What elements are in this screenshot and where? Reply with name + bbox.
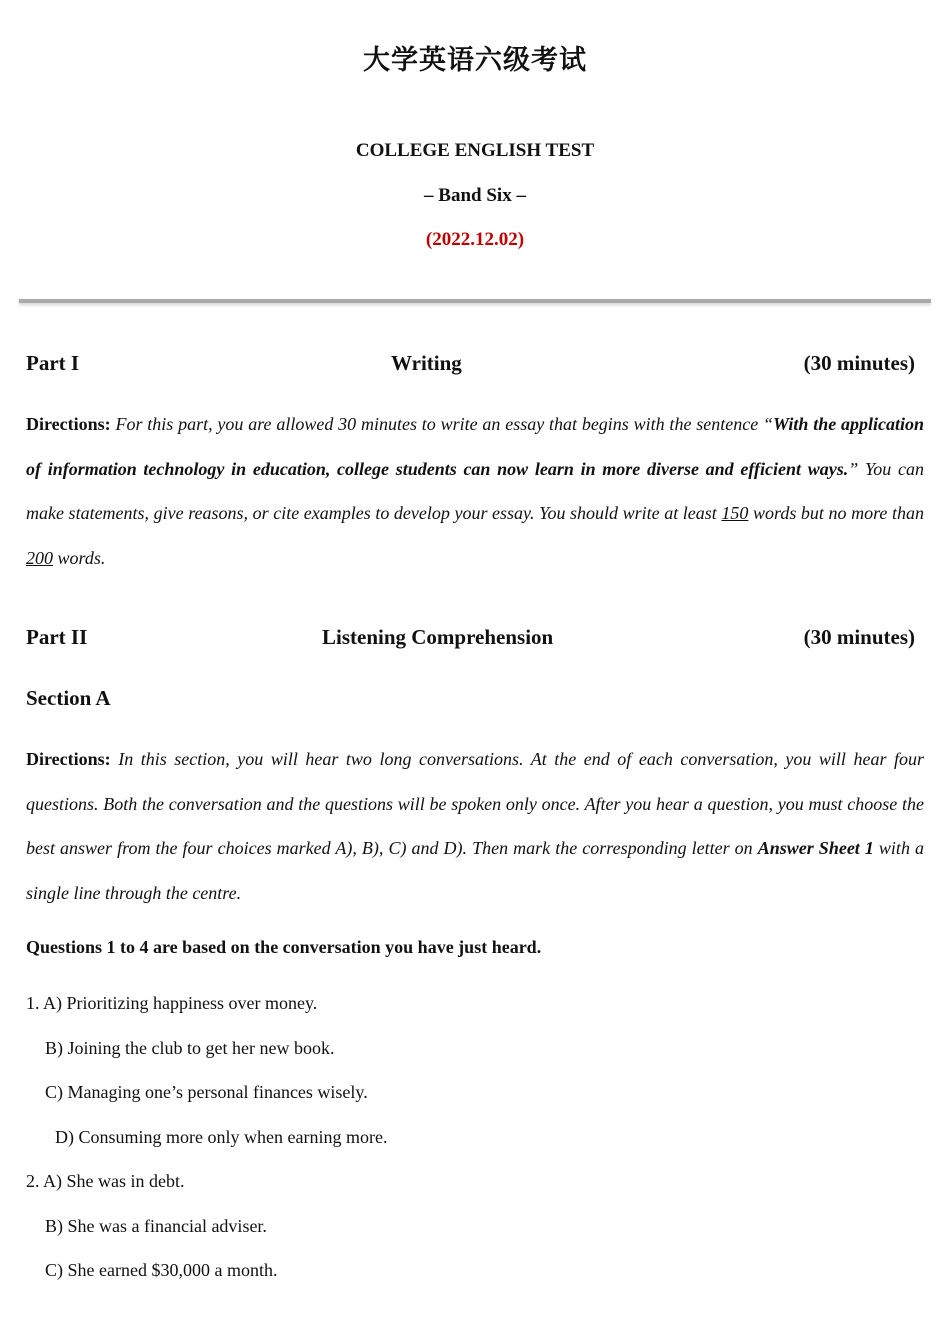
question-1-option-d: D) Consuming more only when earning more. — [55, 1127, 388, 1147]
part2-name: Listening Comprehension — [322, 625, 554, 649]
part2-heading — [26, 625, 915, 655]
part1-name: Writing — [391, 351, 462, 375]
question-1-option-b: B) Joining the club to get her new book. — [45, 1038, 335, 1058]
part1-time: (30 minutes) — [803, 351, 915, 375]
directions-text: In this section, you will hear two long conversations. At the end of each conversation, you will hear four questions. Both the conversation and the questions will be spoken only once. After you hear a question, you must choose the best answer from the four choices marked A), B), C) and D). Then mark the corresponding letter on — [26, 749, 925, 859]
question-2-option-b: B) She was a financial adviser. — [45, 1216, 267, 1236]
part2-label: Part II — [26, 625, 88, 649]
directions-text: For this part, you are allowed 30 minutes to write an essay that begins with the sentence “ — [115, 414, 774, 434]
directions-text: with a single line through the centre. — [26, 838, 924, 904]
question-1-option-c: C) Managing one’s personal finances wisely. — [45, 1082, 368, 1102]
min-words: 150 — [721, 503, 749, 524]
directions-text: words. — [53, 548, 106, 569]
directions-label: Directions: — [26, 414, 111, 434]
page-title-chinese: 大学英语六级考试 — [363, 45, 587, 76]
answer-sheet-ref: Answer Sheet 1 — [757, 838, 874, 859]
part1-directions — [26, 402, 924, 581]
directions-label: Directions: — [26, 749, 111, 769]
header-divider — [19, 299, 931, 303]
question-2-option-a: 2. A) She was in debt. — [26, 1171, 185, 1191]
part1-label: Part I — [26, 351, 80, 375]
test-name: COLLEGE ENGLISH TEST — [355, 140, 595, 161]
essay-prompt: With the application of information technology in education, college students can now learn in more diverse and efficient ways. — [26, 414, 925, 479]
part2-time: (30 minutes) — [803, 625, 915, 649]
section-heading: Section A — [26, 686, 111, 710]
max-words: 200 — [26, 548, 53, 569]
part2-directions — [26, 737, 924, 916]
question-2-option-c: C) She earned $30,000 a month. — [45, 1260, 278, 1280]
part1-heading — [26, 351, 915, 381]
directions-text: ” You can make statements, give reasons, or cite examples to develop your essay. You should write at least — [26, 458, 924, 524]
question-1-option-a: 1. A) Prioritizing happiness over money. — [26, 993, 318, 1013]
exam-date: (2022.12.02) — [425, 229, 525, 250]
directions-text: words but no more than — [748, 503, 924, 524]
band-label: – Band Six – — [424, 185, 526, 206]
questions-intro: Questions 1 to 4 are based on the conversation you have just heard. — [26, 937, 542, 957]
